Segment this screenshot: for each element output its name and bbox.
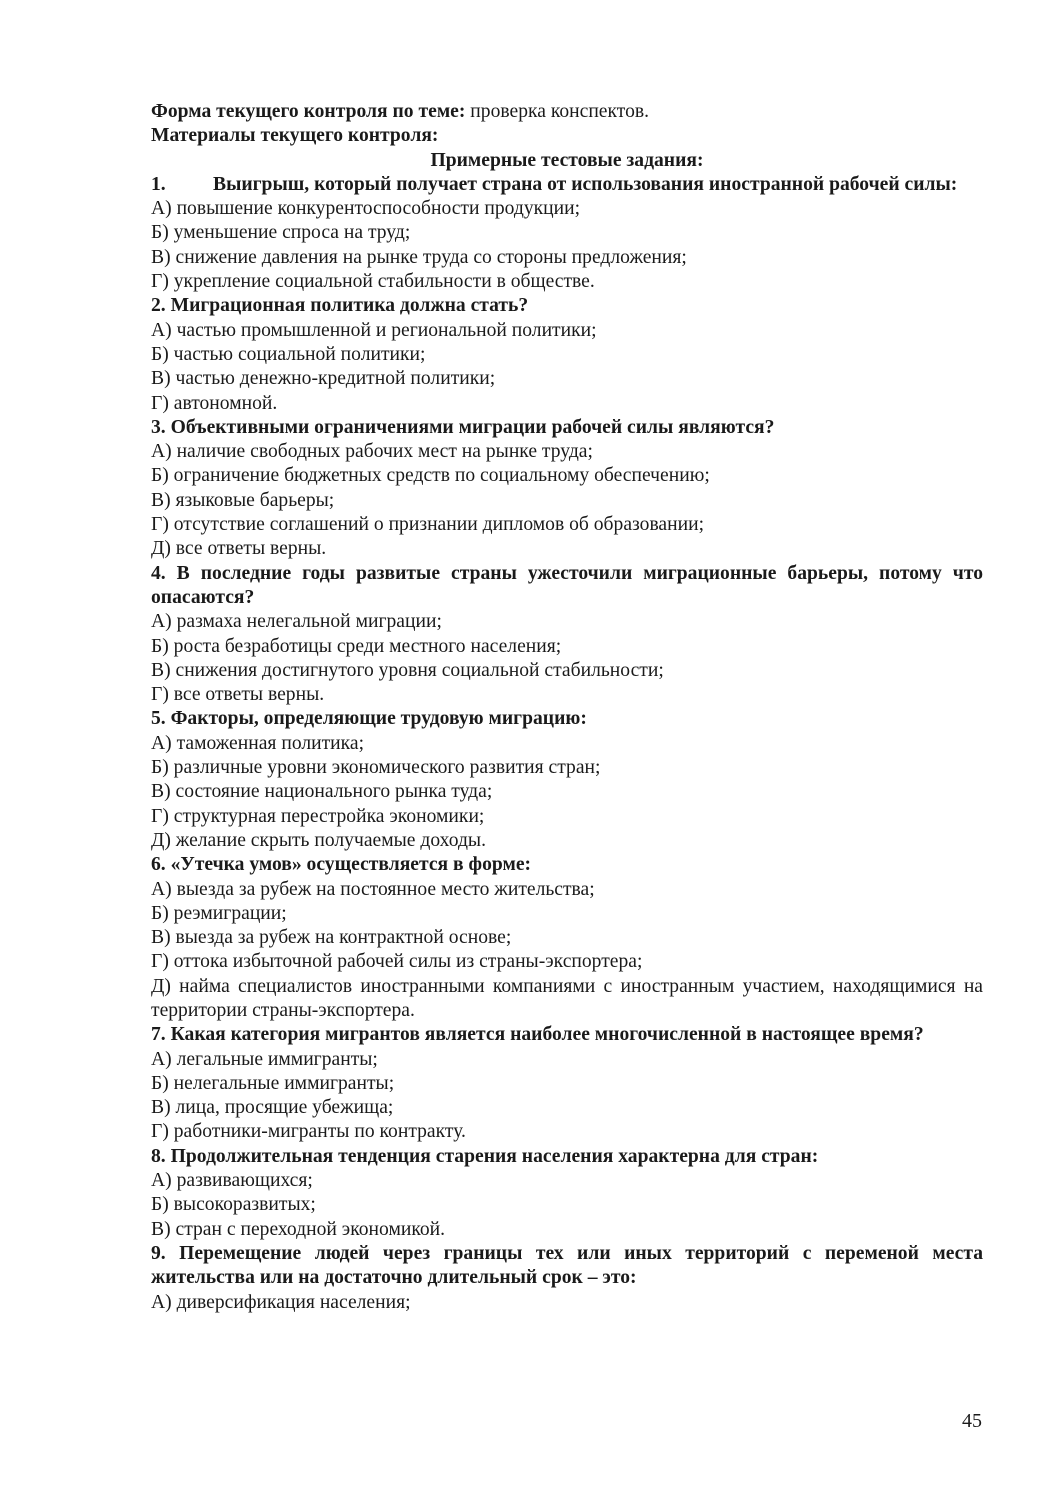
question-1-option-b: Б) уменьшение спроса на труд; <box>151 222 411 244</box>
question-8: 8. Продолжительная тенденция старения населения характерна для стран: <box>151 1145 819 1167</box>
question-7-option-a: А) легальные иммигранты; <box>151 1048 378 1070</box>
question-6-option-g: Г) оттока избыточной рабочей силы из страны-экспортера; <box>151 951 643 973</box>
question-8-option-v: В) стран с переходной экономикой. <box>151 1218 446 1240</box>
question-9-option-a: А) диверсификация населения; <box>151 1291 411 1313</box>
question-3-option-v: В) языковые барьеры; <box>151 489 335 511</box>
question-1-option-g: Г) укрепление социальной стабильности в обществе. <box>151 271 595 293</box>
question-5: 5. Факторы, определяющие трудовую миграцию: <box>151 708 587 730</box>
control-form-label: Форма текущего контроля по теме: <box>151 101 466 122</box>
question-1-number: 1. <box>151 173 166 195</box>
control-form-line <box>151 100 983 124</box>
question-4-option-a: А) размаха нелегальной миграции; <box>151 611 442 633</box>
question-3-option-d: Д) все ответы верны. <box>151 538 327 560</box>
question-4-option-b: Б) роста безработицы среди местного населения; <box>151 635 562 657</box>
question-8-option-b: Б) высокоразвитых; <box>151 1194 316 1216</box>
section-title: Примерные тестовые задания: <box>430 149 704 171</box>
question-6: 6. «Утечка умов» осуществляется в форме: <box>151 854 532 876</box>
question-7-option-g: Г) работники-мигранты по контракту. <box>151 1121 466 1143</box>
question-4: 4. В последние годы развитые страны ужесточили миграционные барьеры, потому что опасаются? <box>151 562 983 608</box>
question-2: 2. Миграционная политика должна стать? <box>151 295 529 317</box>
question-3-option-b: Б) ограничение бюджетных средств по социальному обеспечению; <box>151 465 710 487</box>
question-6-option-v: В) выезда за рубеж на контрактной основе; <box>151 927 512 949</box>
question-1-text: Выигрыш, который получает страна от использования иностранной рабочей силы: <box>213 173 958 195</box>
question-5-option-a: А) таможенная политика; <box>151 732 365 754</box>
question-1-option-v: В) снижение давления на рынке труда со стороны предложения; <box>151 246 687 268</box>
question-5-option-v: В) состояние национального рынка туда; <box>151 781 493 803</box>
question-6-option-a: А) выезда за рубеж на постоянное место жительства; <box>151 878 595 900</box>
control-form-value: проверка конспектов. <box>465 101 650 122</box>
question-8-option-a: А) развивающихся; <box>151 1170 313 1192</box>
question-9: 9. Перемещение людей через границы тех или иных территорий с переменой места жительства или на достаточно длительный срок – это: <box>151 1242 983 1289</box>
page-content <box>151 100 983 1315</box>
question-1 <box>151 173 983 197</box>
question-6-option-b: Б) реэмиграции; <box>151 902 287 924</box>
question-2-option-a: А) частью промышленной и региональной политики; <box>151 319 597 341</box>
question-7-option-b: Б) нелегальные иммигранты; <box>151 1072 395 1094</box>
question-2-option-g: Г) автономной. <box>151 392 278 414</box>
question-2-option-b: Б) частью социальной политики; <box>151 343 426 365</box>
question-3-option-g: Г) отсутствие соглашений о признании дипломов об образовании; <box>151 514 705 536</box>
question-3-option-a: А) наличие свободных рабочих мест на рынке труда; <box>151 441 593 463</box>
page-number: 45 <box>962 1410 982 1432</box>
question-5-option-b: Б) различные уровни экономического развития стран; <box>151 757 601 779</box>
question-2-option-v: В) частью денежно-кредитной политики; <box>151 368 496 390</box>
question-6-option-d: Д) найма специалистов иностранными компаниями с иностранным участием, находящимися на территории страны-экспортера. <box>151 975 983 1021</box>
question-7: 7. Какая категория мигрантов является наиболее многочисленной в настоящее время? <box>151 1024 924 1046</box>
question-4-option-g: Г) все ответы верны. <box>151 684 325 706</box>
question-7-option-v: В) лица, просящие убежища; <box>151 1097 394 1119</box>
materials-heading: Материалы текущего контроля: <box>151 125 439 147</box>
question-4-option-v: В) снижения достигнутого уровня социальной стабильности; <box>151 659 664 681</box>
question-1-option-a: А) повышение конкурентоспособности продукции; <box>151 198 581 220</box>
question-5-option-d: Д) желание скрыть получаемые доходы. <box>151 829 486 851</box>
question-5-option-g: Г) структурная перестройка экономики; <box>151 805 485 827</box>
question-3: 3. Объективными ограничениями миграции рабочей силы являются? <box>151 416 775 438</box>
